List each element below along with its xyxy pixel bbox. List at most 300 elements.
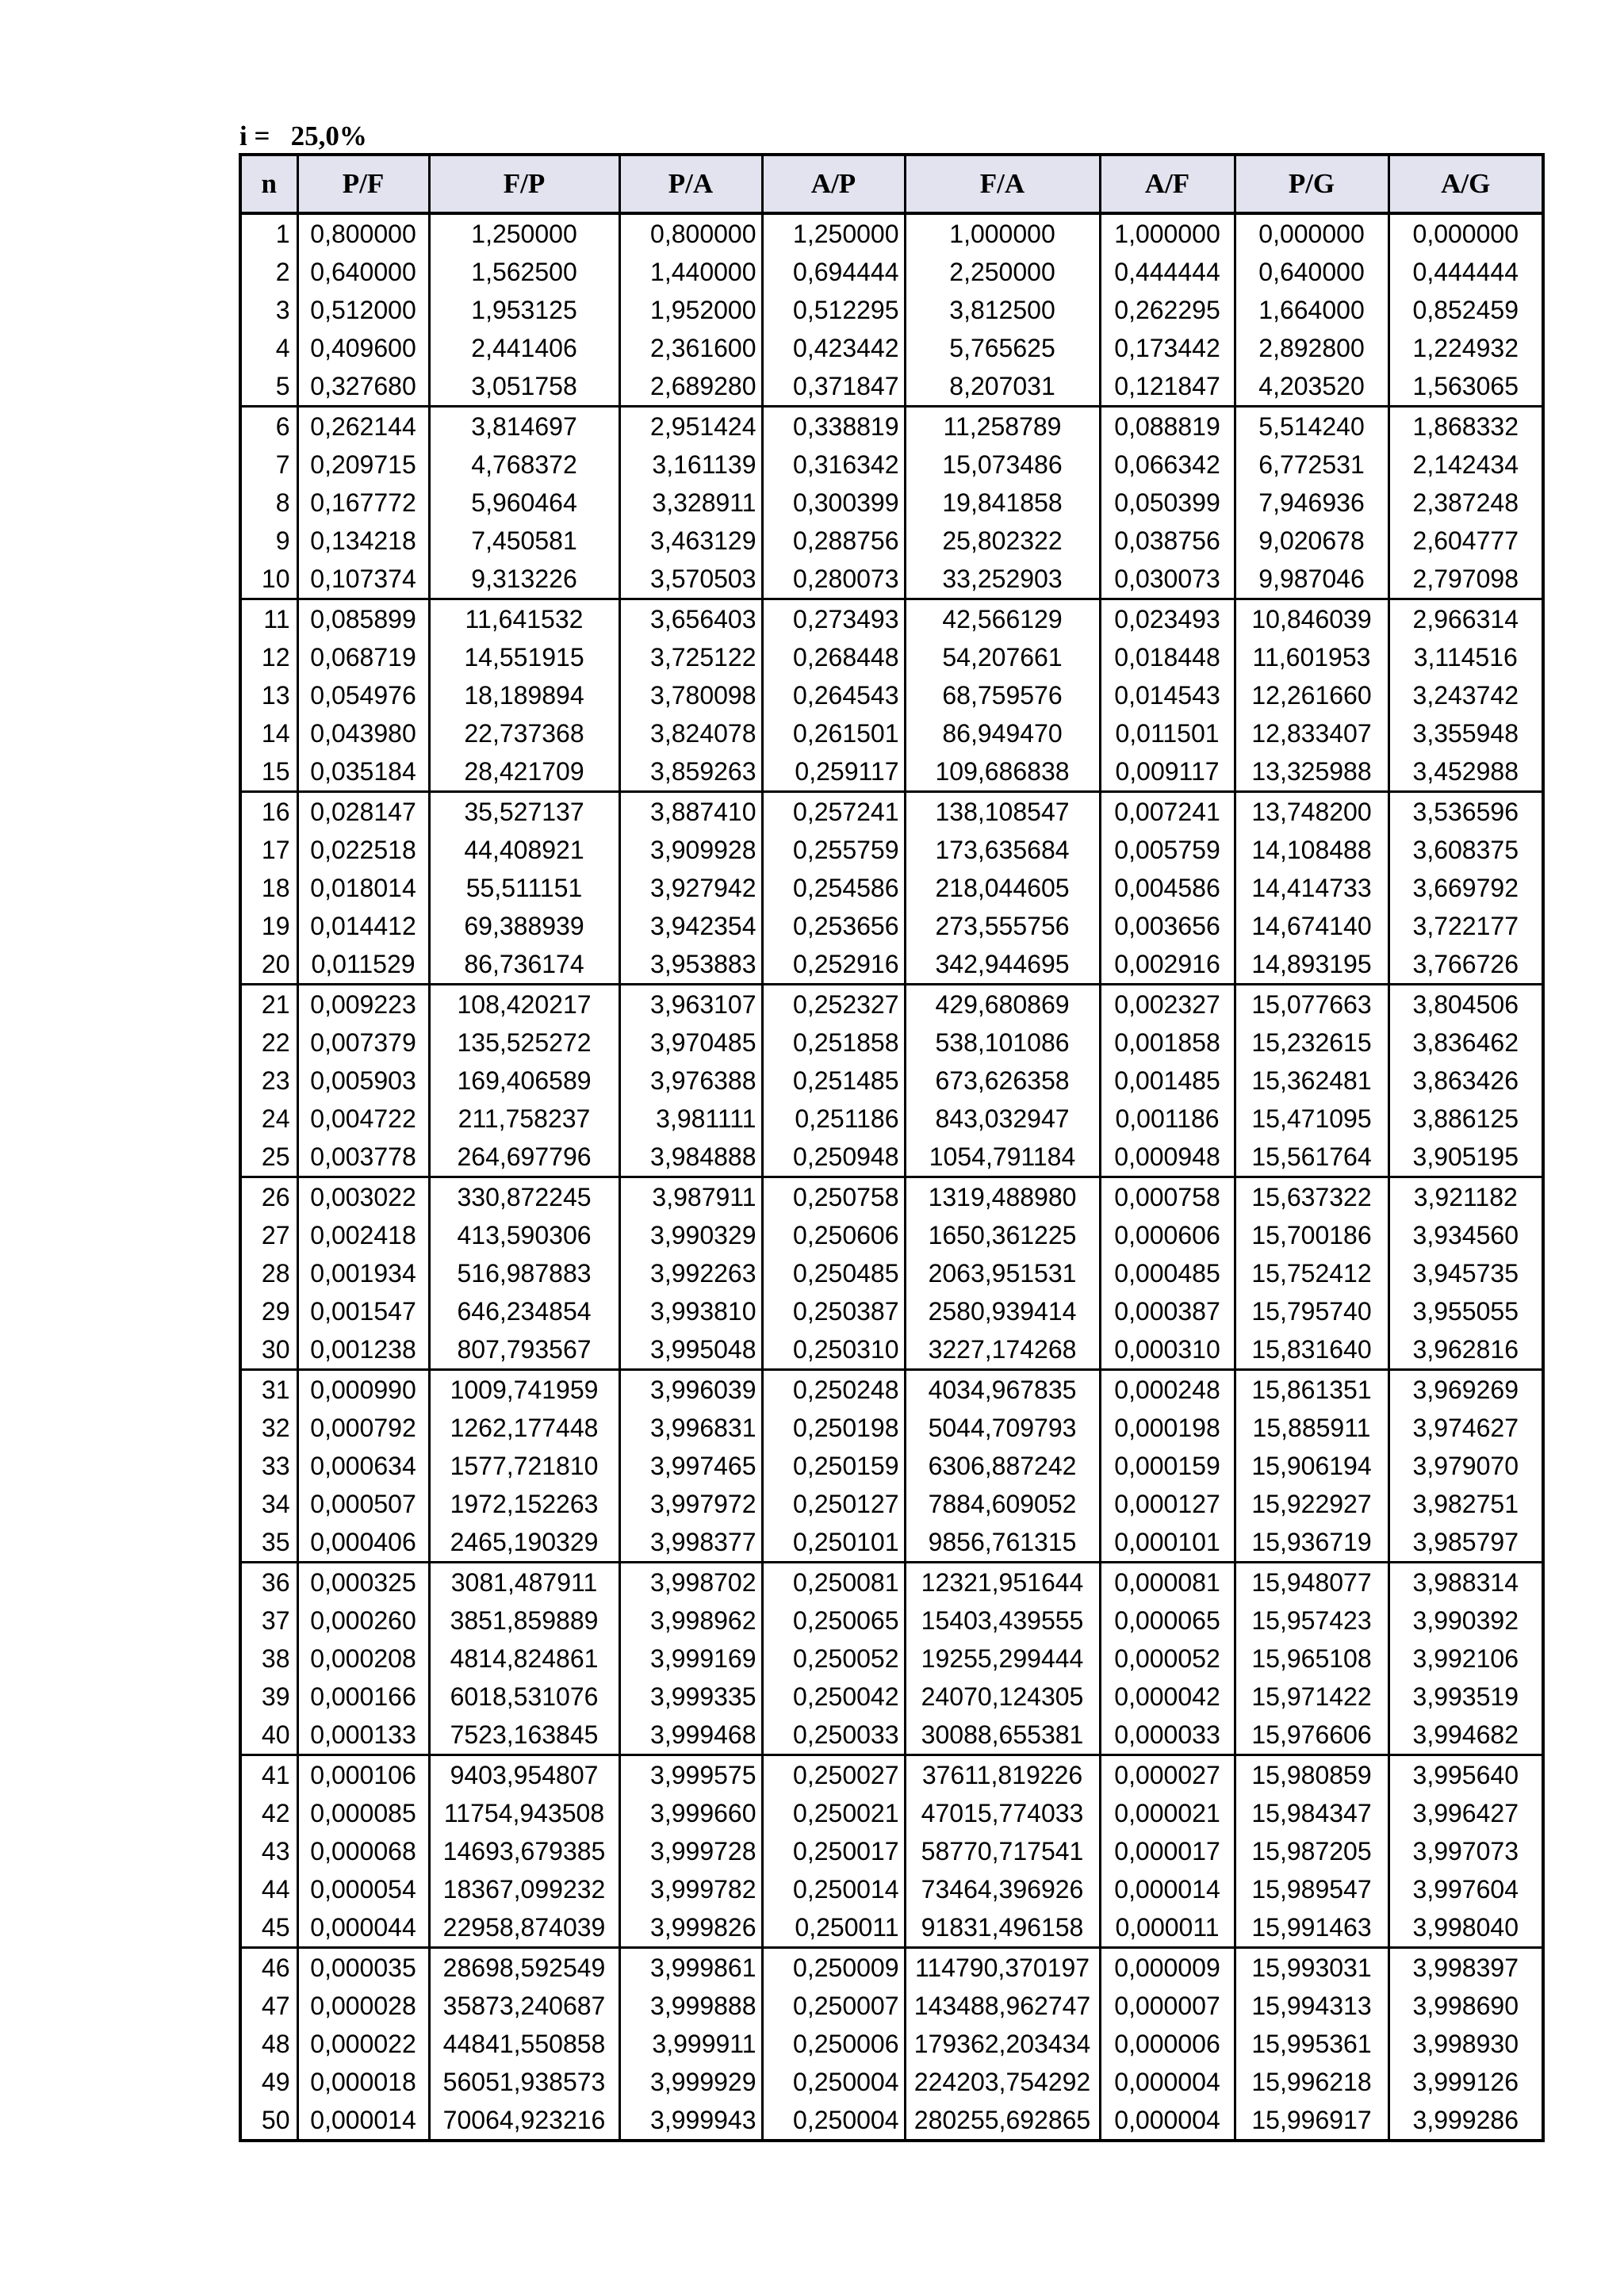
factor-cell: 9,987046: [1235, 560, 1388, 599]
factor-cell: 0,009117: [1100, 752, 1235, 792]
factor-cell: 0,002916: [1100, 945, 1235, 985]
factor-cell: 2,361600: [619, 329, 762, 367]
factor-cell: 0,000054: [297, 1870, 429, 1908]
factor-cell: 22958,874039: [429, 1908, 619, 1948]
factor-cell: 2,966314: [1388, 599, 1543, 639]
factor-cell: 0,050399: [1100, 484, 1235, 522]
table-row: [240, 1563, 1543, 1602]
factor-cell: 3,886125: [1388, 1100, 1543, 1138]
factor-cell: 0,004586: [1100, 869, 1235, 907]
factor-cell: 0,252327: [762, 985, 905, 1024]
table-row: [240, 599, 1543, 639]
factor-cell: 15,993031: [1235, 1948, 1388, 1988]
factor-cell: 15,996917: [1235, 2101, 1388, 2141]
interest-factor-table: [239, 153, 1545, 2142]
factor-cell: 56051,938573: [429, 2063, 619, 2101]
factor-cell: 5044,709793: [905, 1409, 1100, 1447]
factor-cell: 3,998702: [619, 1563, 762, 1602]
factor-cell: 0,085899: [297, 599, 429, 639]
table-row: [240, 484, 1543, 522]
factor-cell: 15,362481: [1235, 1062, 1388, 1100]
factor-cell: 12321,951644: [905, 1563, 1100, 1602]
period-cell: 33: [240, 1447, 297, 1485]
period-cell: 38: [240, 1640, 297, 1678]
factor-cell: 0,800000: [297, 213, 429, 253]
factor-cell: 0,250033: [762, 1716, 905, 1755]
factor-cell: 58770,717541: [905, 1832, 1100, 1870]
factor-cell: 0,694444: [762, 253, 905, 291]
table-row: [240, 367, 1543, 407]
factor-cell: 0,250127: [762, 1485, 905, 1523]
factor-cell: 0,251186: [762, 1100, 905, 1138]
table-row: [240, 1523, 1543, 1563]
factor-cell: 413,590306: [429, 1216, 619, 1254]
factor-cell: 0,005903: [297, 1062, 429, 1100]
table-row: [240, 1062, 1543, 1100]
factor-cell: 15,922927: [1235, 1485, 1388, 1523]
factor-cell: 1319,488980: [905, 1177, 1100, 1217]
factor-cell: 3,996831: [619, 1409, 762, 1447]
factor-cell: 0,640000: [1235, 253, 1388, 291]
factor-cell: 3,999660: [619, 1794, 762, 1832]
period-cell: 28: [240, 1254, 297, 1292]
factor-cell: 3,927942: [619, 869, 762, 907]
factor-cell: 0,000021: [1100, 1794, 1235, 1832]
factor-cell: 108,420217: [429, 985, 619, 1024]
period-cell: 50: [240, 2101, 297, 2141]
table-row: [240, 676, 1543, 714]
factor-cell: 0,000065: [1100, 1601, 1235, 1640]
factor-cell: 0,030073: [1100, 560, 1235, 599]
factor-cell: 3,998397: [1388, 1948, 1543, 1988]
factor-cell: 0,257241: [762, 792, 905, 832]
table-row: [240, 522, 1543, 560]
factor-cell: 3,934560: [1388, 1216, 1543, 1254]
period-cell: 47: [240, 1987, 297, 2025]
factor-cell: 1,563065: [1388, 367, 1543, 407]
factor-cell: 0,000507: [297, 1485, 429, 1523]
factor-cell: 14,674140: [1235, 907, 1388, 945]
factor-cell: 1,250000: [429, 213, 619, 253]
period-cell: 48: [240, 2025, 297, 2063]
factor-cell: 3,953883: [619, 945, 762, 985]
factor-cell: 0,000017: [1100, 1832, 1235, 1870]
factor-cell: 0,028147: [297, 792, 429, 832]
factor-cell: 0,011501: [1100, 714, 1235, 752]
factor-cell: 3,999728: [619, 1832, 762, 1870]
factor-cell: 0,000159: [1100, 1447, 1235, 1485]
factor-cell: 0,121847: [1100, 367, 1235, 407]
factor-cell: 0,038756: [1100, 522, 1235, 560]
factor-cell: 3,945735: [1388, 1254, 1543, 1292]
factor-cell: 1,000000: [1100, 213, 1235, 253]
factor-cell: 0,004722: [297, 1100, 429, 1138]
period-cell: 43: [240, 1832, 297, 1870]
table-row: [240, 1601, 1543, 1640]
table-row: [240, 253, 1543, 291]
factor-cell: 3,997604: [1388, 1870, 1543, 1908]
factor-cell: 0,000325: [297, 1563, 429, 1602]
factor-cell: 3,243742: [1388, 676, 1543, 714]
factor-cell: 0,000260: [297, 1601, 429, 1640]
factor-cell: 3,812500: [905, 291, 1100, 329]
factor-cell: 3,725122: [619, 638, 762, 676]
period-cell: 11: [240, 599, 297, 639]
factor-cell: 3,962816: [1388, 1330, 1543, 1370]
table-row: [240, 1716, 1543, 1755]
table-row: [240, 1755, 1543, 1795]
period-cell: 7: [240, 446, 297, 484]
factor-cell: 3,608375: [1388, 831, 1543, 869]
factor-cell: 538,101086: [905, 1024, 1100, 1062]
factor-cell: 15,995361: [1235, 2025, 1388, 2063]
factor-cell: 3,114516: [1388, 638, 1543, 676]
factor-cell: 0,209715: [297, 446, 429, 484]
factor-cell: 169,406589: [429, 1062, 619, 1100]
factor-cell: 3,996427: [1388, 1794, 1543, 1832]
table-row: [240, 1948, 1543, 1988]
factor-cell: 10,846039: [1235, 599, 1388, 639]
factor-cell: 3,998930: [1388, 2025, 1543, 2063]
factor-cell: 19,841858: [905, 484, 1100, 522]
factor-cell: 0,134218: [297, 522, 429, 560]
period-cell: 10: [240, 560, 297, 599]
factor-cell: 0,000033: [1100, 1716, 1235, 1755]
factor-cell: 0,252916: [762, 945, 905, 985]
period-cell: 30: [240, 1330, 297, 1370]
factor-cell: 0,000009: [1100, 1948, 1235, 1988]
factor-cell: 0,250248: [762, 1370, 905, 1410]
factor-cell: 0,001547: [297, 1292, 429, 1330]
factor-cell: 0,001238: [297, 1330, 429, 1370]
table-row: [240, 1678, 1543, 1716]
factor-cell: 3851,859889: [429, 1601, 619, 1640]
factor-cell: 0,444444: [1100, 253, 1235, 291]
factor-cell: 0,250014: [762, 1870, 905, 1908]
factor-cell: 25,802322: [905, 522, 1100, 560]
factor-cell: 15,232615: [1235, 1024, 1388, 1062]
factor-cell: 4,203520: [1235, 367, 1388, 407]
table-row: [240, 1447, 1543, 1485]
factor-cell: 114790,370197: [905, 1948, 1100, 1988]
factor-cell: 0,002327: [1100, 985, 1235, 1024]
factor-cell: 0,000081: [1100, 1563, 1235, 1602]
factor-cell: 1,000000: [905, 213, 1100, 253]
factor-cell: 0,000208: [297, 1640, 429, 1678]
factor-cell: 3,722177: [1388, 907, 1543, 945]
factor-cell: 1,250000: [762, 213, 905, 253]
factor-cell: 15,471095: [1235, 1100, 1388, 1138]
factor-cell: 0,000085: [297, 1794, 429, 1832]
factor-cell: 1009,741959: [429, 1370, 619, 1410]
factor-cell: 0,000018: [297, 2063, 429, 2101]
factor-cell: 342,944695: [905, 945, 1100, 985]
factor-cell: 3,999888: [619, 1987, 762, 2025]
period-cell: 3: [240, 291, 297, 329]
period-cell: 42: [240, 1794, 297, 1832]
factor-cell: 0,054976: [297, 676, 429, 714]
period-cell: 34: [240, 1485, 297, 1523]
factor-cell: 2,441406: [429, 329, 619, 367]
table-header-row: [240, 155, 1543, 213]
factor-cell: 3,981111: [619, 1100, 762, 1138]
period-cell: 24: [240, 1100, 297, 1138]
column-header: A/F: [1100, 155, 1235, 213]
factor-cell: 3,990392: [1388, 1601, 1543, 1640]
factor-cell: 173,635684: [905, 831, 1100, 869]
factor-cell: 0,003022: [297, 1177, 429, 1217]
factor-cell: 0,000606: [1100, 1216, 1235, 1254]
factor-cell: 3,987911: [619, 1177, 762, 1217]
factor-cell: 4034,967835: [905, 1370, 1100, 1410]
factor-cell: 0,002418: [297, 1216, 429, 1254]
factor-cell: 3,836462: [1388, 1024, 1543, 1062]
period-cell: 5: [240, 367, 297, 407]
factor-cell: 3,995640: [1388, 1755, 1543, 1795]
factor-cell: 0,000166: [297, 1678, 429, 1716]
table-row: [240, 2063, 1543, 2101]
factor-cell: 0,288756: [762, 522, 905, 560]
factor-cell: 15,861351: [1235, 1370, 1388, 1410]
factor-cell: 0,035184: [297, 752, 429, 792]
factor-cell: 3,998377: [619, 1523, 762, 1563]
factor-cell: 54,207661: [905, 638, 1100, 676]
factor-cell: 0,000133: [297, 1716, 429, 1755]
period-cell: 15: [240, 752, 297, 792]
period-cell: 14: [240, 714, 297, 752]
period-cell: 27: [240, 1216, 297, 1254]
table-row: [240, 1177, 1543, 1217]
factor-cell: 135,525272: [429, 1024, 619, 1062]
table-row: [240, 907, 1543, 945]
factor-cell: 0,000106: [297, 1755, 429, 1795]
factor-cell: 0,173442: [1100, 329, 1235, 367]
factor-cell: 15,965108: [1235, 1640, 1388, 1678]
table-row: [240, 1024, 1543, 1062]
table-row: [240, 638, 1543, 676]
factor-cell: 0,023493: [1100, 599, 1235, 639]
factor-cell: 0,800000: [619, 213, 762, 253]
factor-cell: 86,949470: [905, 714, 1100, 752]
factor-cell: 0,250004: [762, 2101, 905, 2141]
factor-cell: 3,536596: [1388, 792, 1543, 832]
factor-cell: 15,957423: [1235, 1601, 1388, 1640]
factor-cell: 7,946936: [1235, 484, 1388, 522]
factor-cell: 3,921182: [1388, 1177, 1543, 1217]
factor-cell: 5,765625: [905, 329, 1100, 367]
factor-cell: 0,167772: [297, 484, 429, 522]
table-row: [240, 291, 1543, 329]
period-cell: 35: [240, 1523, 297, 1563]
factor-cell: 3,824078: [619, 714, 762, 752]
period-cell: 39: [240, 1678, 297, 1716]
factor-cell: 70064,923216: [429, 2101, 619, 2141]
factor-cell: 15403,439555: [905, 1601, 1100, 1640]
factor-cell: 6,772531: [1235, 446, 1388, 484]
factor-cell: 14,893195: [1235, 945, 1388, 985]
factor-cell: 15,831640: [1235, 1330, 1388, 1370]
factor-cell: 0,000990: [297, 1370, 429, 1410]
factor-cell: 0,000068: [297, 1832, 429, 1870]
table-row: [240, 1409, 1543, 1447]
factor-cell: 37611,819226: [905, 1755, 1100, 1795]
factor-cell: 15,996218: [1235, 2063, 1388, 2101]
factor-cell: 330,872245: [429, 1177, 619, 1217]
factor-cell: 15,948077: [1235, 1563, 1388, 1602]
factor-cell: 0,018014: [297, 869, 429, 907]
factor-cell: 0,003778: [297, 1138, 429, 1177]
factor-cell: 0,000792: [297, 1409, 429, 1447]
factor-cell: 3,984888: [619, 1138, 762, 1177]
factor-cell: 3,999468: [619, 1716, 762, 1755]
factor-cell: 0,000406: [297, 1523, 429, 1563]
factor-cell: 3,982751: [1388, 1485, 1543, 1523]
factor-cell: 0,273493: [762, 599, 905, 639]
factor-cell: 0,250027: [762, 1755, 905, 1795]
factor-cell: 3,999575: [619, 1755, 762, 1795]
period-cell: 26: [240, 1177, 297, 1217]
factor-cell: 3,804506: [1388, 985, 1543, 1024]
factor-cell: 1,664000: [1235, 291, 1388, 329]
factor-cell: 0,014412: [297, 907, 429, 945]
factor-cell: 3,988314: [1388, 1563, 1543, 1602]
period-cell: 32: [240, 1409, 297, 1447]
factor-cell: 3,994682: [1388, 1716, 1543, 1755]
factor-cell: 15,700186: [1235, 1216, 1388, 1254]
factor-cell: 47015,774033: [905, 1794, 1100, 1832]
factor-cell: 15,987205: [1235, 1832, 1388, 1870]
factor-cell: 211,758237: [429, 1100, 619, 1138]
factor-cell: 807,793567: [429, 1330, 619, 1370]
table-row: [240, 869, 1543, 907]
factor-cell: 3,963107: [619, 985, 762, 1024]
factor-cell: 0,001934: [297, 1254, 429, 1292]
factor-cell: 0,250948: [762, 1138, 905, 1177]
factor-cell: 0,512000: [297, 291, 429, 329]
factor-cell: 69,388939: [429, 907, 619, 945]
period-cell: 44: [240, 1870, 297, 1908]
factor-cell: 28698,592549: [429, 1948, 619, 1988]
factor-cell: 42,566129: [905, 599, 1100, 639]
factor-cell: 0,000044: [297, 1908, 429, 1948]
factor-cell: 9,020678: [1235, 522, 1388, 560]
factor-cell: 7884,609052: [905, 1485, 1100, 1523]
factor-cell: 3,355948: [1388, 714, 1543, 752]
factor-cell: 0,043980: [297, 714, 429, 752]
factor-cell: 7523,163845: [429, 1716, 619, 1755]
factor-cell: 9403,954807: [429, 1755, 619, 1795]
column-header: n: [240, 155, 297, 213]
factor-cell: 0,018448: [1100, 638, 1235, 676]
table-row: [240, 407, 1543, 446]
table-row: [240, 752, 1543, 792]
factor-cell: 3,999782: [619, 1870, 762, 1908]
factor-cell: 0,007379: [297, 1024, 429, 1062]
factor-cell: 3,993810: [619, 1292, 762, 1330]
factor-cell: 0,000011: [1100, 1908, 1235, 1948]
factor-cell: 3,992263: [619, 1254, 762, 1292]
factor-cell: 3,998962: [619, 1601, 762, 1640]
factor-cell: 0,000027: [1100, 1755, 1235, 1795]
factor-cell: 0,512295: [762, 291, 905, 329]
factor-cell: 0,250101: [762, 1523, 905, 1563]
factor-cell: 0,250011: [762, 1908, 905, 1948]
factor-cell: 35,527137: [429, 792, 619, 832]
factor-cell: 0,250606: [762, 1216, 905, 1254]
factor-cell: 3,669792: [1388, 869, 1543, 907]
factor-cell: 3,969269: [1388, 1370, 1543, 1410]
factor-cell: 0,000004: [1100, 2063, 1235, 2101]
table-row: [240, 2101, 1543, 2141]
factor-cell: 1,868332: [1388, 407, 1543, 446]
factor-cell: 3,999826: [619, 1908, 762, 1948]
factor-cell: 2,892800: [1235, 329, 1388, 367]
table-row: [240, 1138, 1543, 1177]
factor-cell: 11,641532: [429, 599, 619, 639]
factor-cell: 11,258789: [905, 407, 1100, 446]
factor-cell: 179362,203434: [905, 2025, 1100, 2063]
factor-cell: 0,011529: [297, 945, 429, 985]
factor-cell: 3081,487911: [429, 1563, 619, 1602]
factor-cell: 0,000028: [297, 1987, 429, 2025]
table-row: [240, 329, 1543, 367]
factor-cell: 0,250065: [762, 1601, 905, 1640]
factor-cell: 0,000310: [1100, 1330, 1235, 1370]
column-header: A/G: [1388, 155, 1543, 213]
factor-cell: 0,000004: [1100, 2101, 1235, 2141]
interest-rate-value: 25,0%: [290, 121, 367, 151]
factor-cell: 0,005759: [1100, 831, 1235, 869]
factor-cell: 0,000387: [1100, 1292, 1235, 1330]
period-cell: 16: [240, 792, 297, 832]
factor-cell: 218,044605: [905, 869, 1100, 907]
factor-cell: 2,142434: [1388, 446, 1543, 484]
factor-cell: 2,604777: [1388, 522, 1543, 560]
factor-cell: 3,863426: [1388, 1062, 1543, 1100]
factor-cell: 3,780098: [619, 676, 762, 714]
factor-cell: 22,737368: [429, 714, 619, 752]
factor-cell: 0,250009: [762, 1948, 905, 1988]
factor-cell: 0,250017: [762, 1832, 905, 1870]
factor-cell: 0,250052: [762, 1640, 905, 1678]
period-cell: 17: [240, 831, 297, 869]
factor-cell: 0,255759: [762, 831, 905, 869]
factor-cell: 0,254586: [762, 869, 905, 907]
factor-cell: 109,686838: [905, 752, 1100, 792]
period-cell: 36: [240, 1563, 297, 1602]
factor-cell: 0,000000: [1235, 213, 1388, 253]
factor-cell: 3,970485: [619, 1024, 762, 1062]
factor-cell: 3,999169: [619, 1640, 762, 1678]
factor-cell: 0,001858: [1100, 1024, 1235, 1062]
period-cell: 19: [240, 907, 297, 945]
factor-cell: 0,250004: [762, 2063, 905, 2101]
factor-cell: 3,995048: [619, 1330, 762, 1370]
factor-cell: 0,261501: [762, 714, 905, 752]
factor-cell: 516,987883: [429, 1254, 619, 1292]
factor-cell: 0,444444: [1388, 253, 1543, 291]
factor-cell: 1972,152263: [429, 1485, 619, 1523]
factor-cell: 0,066342: [1100, 446, 1235, 484]
factor-cell: 18367,099232: [429, 1870, 619, 1908]
factor-cell: 264,697796: [429, 1138, 619, 1177]
factor-cell: 3,997972: [619, 1485, 762, 1523]
factor-cell: 0,000127: [1100, 1485, 1235, 1523]
factor-cell: 9,313226: [429, 560, 619, 599]
column-header: A/P: [762, 155, 905, 213]
factor-cell: 0,000052: [1100, 1640, 1235, 1678]
factor-cell: 14,108488: [1235, 831, 1388, 869]
